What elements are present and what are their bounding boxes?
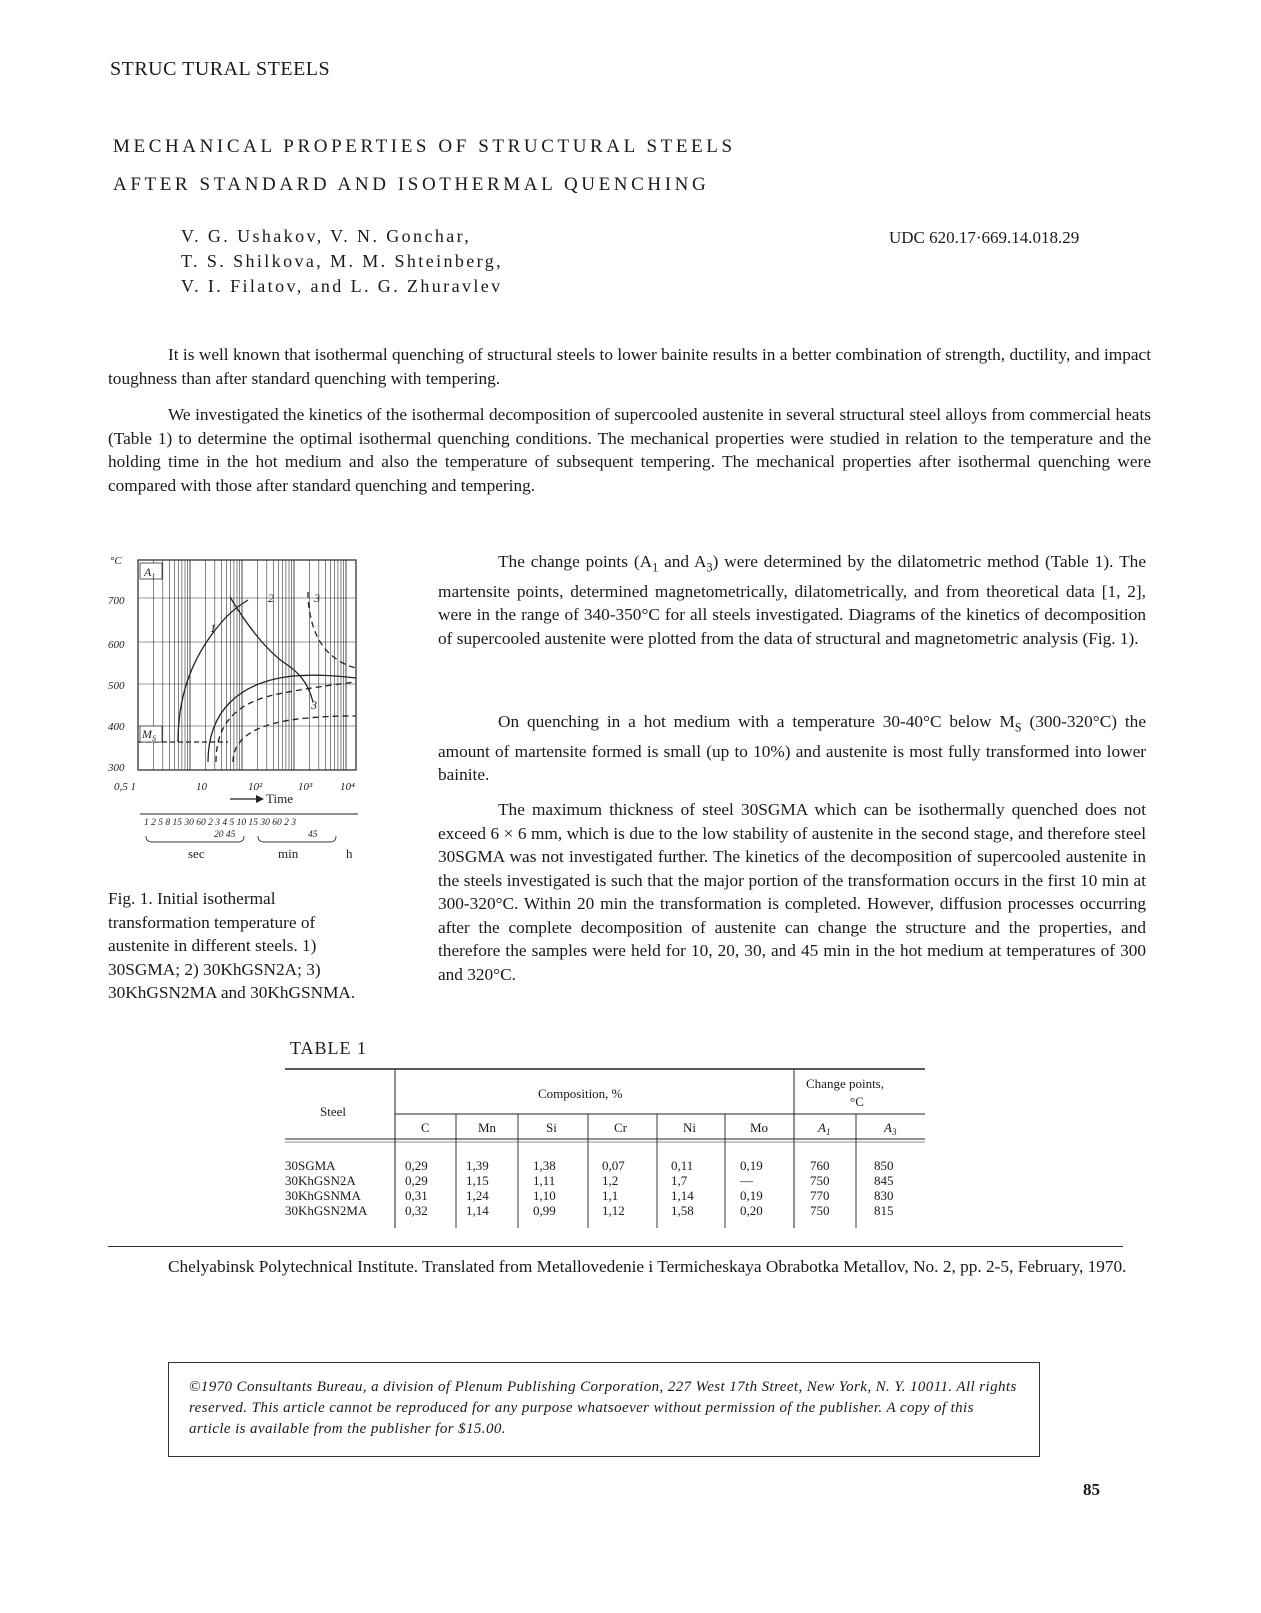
table-cell-mo: 0,19 [740,1158,763,1173]
table-cell-cr: 1,1 [602,1188,619,1203]
col-element: Cr [614,1120,627,1135]
table-cell-mn: 1,39 [466,1158,489,1173]
table-cell-ni: 1,14 [671,1188,694,1203]
table-cell-steel: 30KhGSN2MA [285,1203,368,1218]
table-cell-a1: 750 [810,1173,830,1188]
table-cell-steel: 30KhGSNMA [285,1188,361,1203]
col-a3: $A_3$ [884,1120,897,1137]
table-cell-mo: — [740,1173,753,1188]
table-cell-mo: 0,19 [740,1188,763,1203]
method-paragraph: We investigated the kinetics of the isothermal decomposition of supercooled austenite in several structural steel alloys from commercial heats (Table 1) to determine the optimal isothermal quenching conditions. The mechanical properties were studied in relation to the temperature and the holding time in the hot medium and also the temperature of subsequent tempering. The mechanical properties after isothermal quenching were compared with those after standard quenching and tempering. [108,405,1151,495]
col-element: Si [546,1120,557,1135]
x-tick-label: 0,5 1 [114,781,136,793]
table-row [285,1188,894,1203]
table-cell-ni: 1,58 [671,1203,694,1218]
label-a1: $A_1$ [144,565,156,581]
curve-label-1: 1 [210,621,216,635]
table-cell-si: 0,99 [533,1203,556,1218]
table-title: TABLE 1 [290,1038,368,1058]
col-element: C [421,1120,430,1135]
footnote-rule [108,1246,1123,1247]
table-cell-c: 0,31 [405,1188,428,1203]
col-element: Ni [683,1120,696,1135]
table-cell-si: 1,11 [533,1173,556,1188]
author-line: T. S. Shilkova, M. M. Shteinberg, [181,251,504,271]
article-title-line-1: MECHANICAL PROPERTIES OF STRUCTURAL STEELS [113,136,736,157]
col-steel: Steel [320,1104,346,1119]
change-points-paragraph: The change points ($A_1$ and $A_3$) were determined by the dilatometric method (Table 1). The martensite points, determined magnetometrically, dilatometrically, and from theoretical data [1, 2], were in the range of 340-350°C for all steels investigated. Diagrams of the kinetics of decomposition of supercooled austenite were plotted from the data of structural and magnetometric analysis (Fig. 1). [438,552,1146,648]
x-tick-label: 10 [196,781,207,793]
table-cell-a3: 845 [874,1173,894,1188]
table-cell-a3: 830 [874,1188,894,1203]
table-cell-si: 1,10 [533,1188,556,1203]
y-tick-label: 600 [108,639,125,651]
x-tick-label: 10² [248,781,263,793]
time-arrow [230,795,264,803]
label-ms: $M_S$ [142,727,156,743]
intro-paragraph: It is well known that isothermal quenching of structural steels to lower bainite results in a better combination of strength, ductility, and impact toughness than after standard quenching with tempering. [108,345,1151,388]
table-cell-steel: 30KhGSN2A [285,1173,356,1188]
col-element: Mo [750,1120,769,1135]
copyright-notice: ©1970 Consultants Bureau, a division of Plenum Publishing Corporation, 227 West 17th Street, New York, N. Y. 10011. All rights reserved. This article cannot be reproduced for any purpose whatsoever without permission of the publisher. A copy of this article is available from the publisher for $15.00. [168,1362,1040,1457]
table-cell-a1: 770 [810,1188,830,1203]
table-cell-mo: 0,20 [740,1203,763,1218]
table-cell-cr: 0,07 [602,1158,625,1173]
table-cell-cr: 1,2 [602,1173,619,1188]
sub-ticks: 1 2 5 8 15 30 60 2 3 4 5 10 15 30 60 2 3 [144,818,296,828]
curve-3-lower [233,716,356,762]
table-cell-mn: 1,14 [466,1203,489,1218]
group-composition: Composition, % [538,1086,623,1101]
figure-1-caption: Fig. 1. Initial isothermal transformation temperature of austenite in different steels. 1) 30SGMA; 2) 30KhGSN2A; 3) 30KhGSN2MA and 30KhGSNMA. [108,889,356,1002]
table-cell-ni: 1,7 [671,1173,688,1188]
quenching-paragraph: On quenching in a hot medium with a temperature 30-40°C below $M_S$ (300-320°C) the amount of martensite formed is small (up to 10%) and austenite is most fully transformed into lower bainite. [438,712,1146,785]
y-tick-label: 500 [108,680,125,692]
table-row [285,1203,894,1218]
unit-h: h [346,846,353,861]
plot-frame [138,560,356,770]
author-line: V. G. Ushakov, V. N. Gonchar, [181,226,472,246]
table-row [285,1158,894,1173]
udc-code: UDC 620.17·669.14.018.29 [889,228,1080,247]
unit-min: min [278,846,299,861]
curve-label-3: 3 [314,591,320,605]
table-cell-mn: 1,15 [466,1173,489,1188]
group-change-unit: °C [850,1094,864,1109]
curve-label-3b: 3 [311,698,317,712]
y-tick-label: 300 [108,762,125,774]
y-tick-label: 400 [108,721,125,733]
time-axis-label: Time [266,791,293,806]
table-row [285,1173,894,1188]
x-tick-label: 10³ [298,781,313,793]
col-a1: $A_1$ [818,1120,831,1137]
table-cell-a1: 760 [810,1158,830,1173]
table-body [285,1158,894,1218]
group-change-points: Change points, [806,1076,884,1091]
table-cell-a1: 750 [810,1203,830,1218]
table-cell-steel: 30SGMA [285,1158,336,1173]
table-cell-c: 0,29 [405,1173,428,1188]
thickness-paragraph: The maximum thickness of steel 30SGMA which can be isothermally quenched does not exceed 6 × 6 mm, which is due to the low stability of austenite in the second stage, and therefore steel 30SGMA was not investigated further. The kinetics of the decomposition of supercooled austenite in the steels investigated is such that the major portion of the transformation occurs in the first 10 min at 300-320°C. Within 20 min the transformation is completed. However, diffusion processes occurring after the complete decomposition of austenite can change the structure and the properties, and therefore the samples were held for 10, 20, 30, and 45 min in the hot medium at temperatures of 300 and 320°C. [438,800,1146,984]
authors [181,224,503,299]
curve-label-2: 2 [268,591,274,605]
table-cell-c: 0,32 [405,1203,428,1218]
col-element: Mn [478,1120,497,1135]
article-title-line-2: AFTER STANDARD AND ISOTHERMAL QUENCHING [113,174,710,195]
transformation-curves [138,592,356,762]
table-cell-c: 0,29 [405,1158,428,1173]
footnote: Chelyabinsk Polytechnical Institute. Translated from Metallovedenie i Termicheskaya Obrabotka Metallov, No. 2, pp. 2-5, February, 1970. [168,1257,1127,1276]
section-heading: STRUC TURAL STEELS [110,58,331,80]
table-cell-mn: 1,24 [466,1188,489,1203]
table-1 [280,1064,930,1232]
sub-ticks: 20 45 [214,830,236,840]
sub-ticks: 45 [308,830,318,840]
table-cell-a3: 850 [874,1158,894,1173]
table-cell-a3: 815 [874,1203,894,1218]
table-cell-ni: 0,11 [671,1158,694,1173]
x-tick-label: 10⁴ [340,781,355,793]
y-unit-label: °C [110,555,122,567]
unit-sec: sec [188,846,205,861]
y-tick-label: 700 [108,595,125,607]
table-cell-cr: 1,12 [602,1203,625,1218]
author-line: V. I. Filatov, and L. G. Zhuravlev [181,276,503,296]
figure-1-diagram [108,552,408,897]
table-cell-si: 1,38 [533,1158,556,1173]
page-number: 85 [1083,1480,1100,1499]
